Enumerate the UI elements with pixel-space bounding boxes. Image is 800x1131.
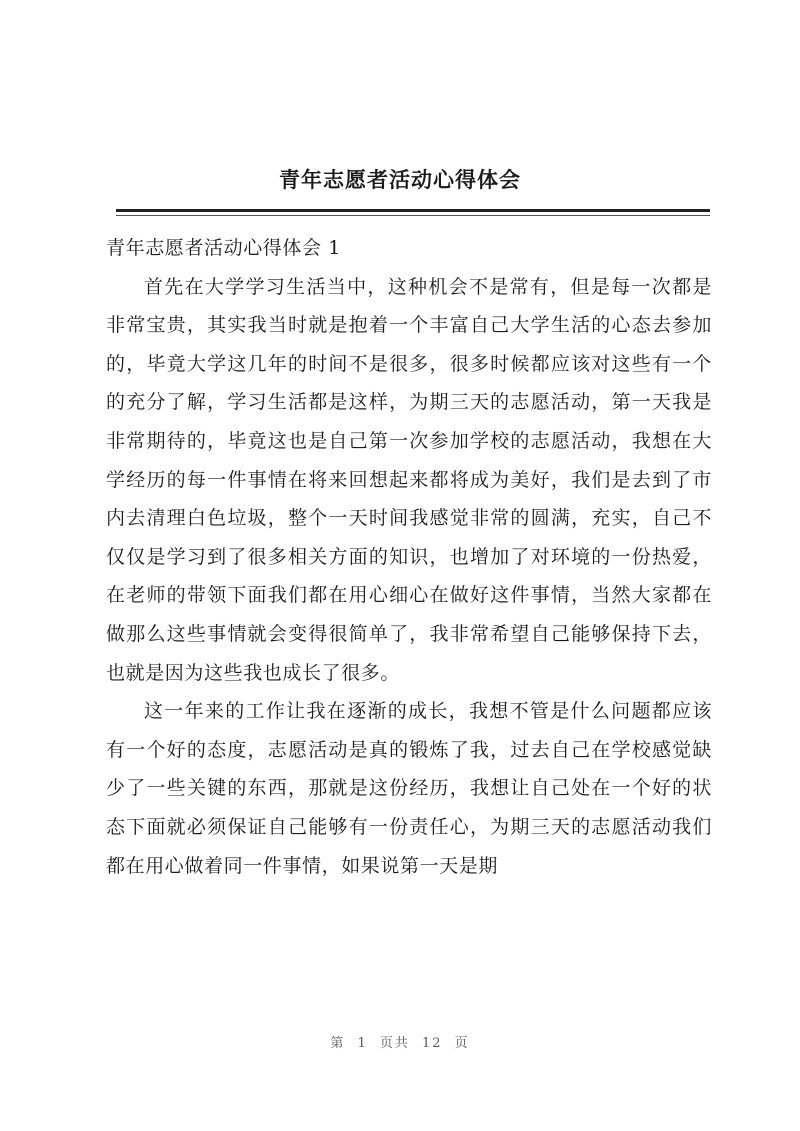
paragraph-2: 这一年来的工作让我在逐渐的成长，我想不管是什么问题都应该有一个好的态度，志愿活动是真的锻炼了我，过去自己在学校感觉缺少了一些关键的东西，那就是这份经历，我想让自己处在一个好的状态下面就必须保证自己能够有一份责任心，为期三天的志愿活动我们都在用心做着同一件事情，如果说第一天是期 <box>106 700 712 877</box>
title-rule-thin <box>116 215 710 216</box>
page-number-footer: 第 1 页共 12 页 <box>330 1036 470 1051</box>
document-title: 青年志愿者活动心得体会 <box>279 168 521 192</box>
title-rule-thick <box>116 209 710 212</box>
document-body <box>106 229 712 885</box>
section-heading: 青年志愿者活动心得体会 1 <box>106 237 341 259</box>
paragraph-1: 首先在大学学习生活当中，这种机会不是常有，但是每一次都是非常宝贵，其实我当时就是抱着一个丰富自己大学生活的心态去参加的，毕竟大学这几年的时间不是很多，很多时候都应该对这些有一个的充分了解，学习生活都是这样，为期三天的志愿活动，第一天我是非常期待的，毕竟这也是自己第一次参加学校的志愿活动，我想在大学经历的每一件事情在将来回想起来都将成为美好，我们是去到了市内去清理白色垃圾，整个一天时间我感觉非常的圆满，充实，自己不仅仅是学习到了很多相关方面的知识，也增加了对环境的一份热爱，在老师的带领下面我们都在用心细心在做好这件事情，当然大家都在做那么这些事情就会变得很简单了，我非常希望自己能够保持下去，也就是因为这些我也成长了很多。 <box>106 275 712 684</box>
